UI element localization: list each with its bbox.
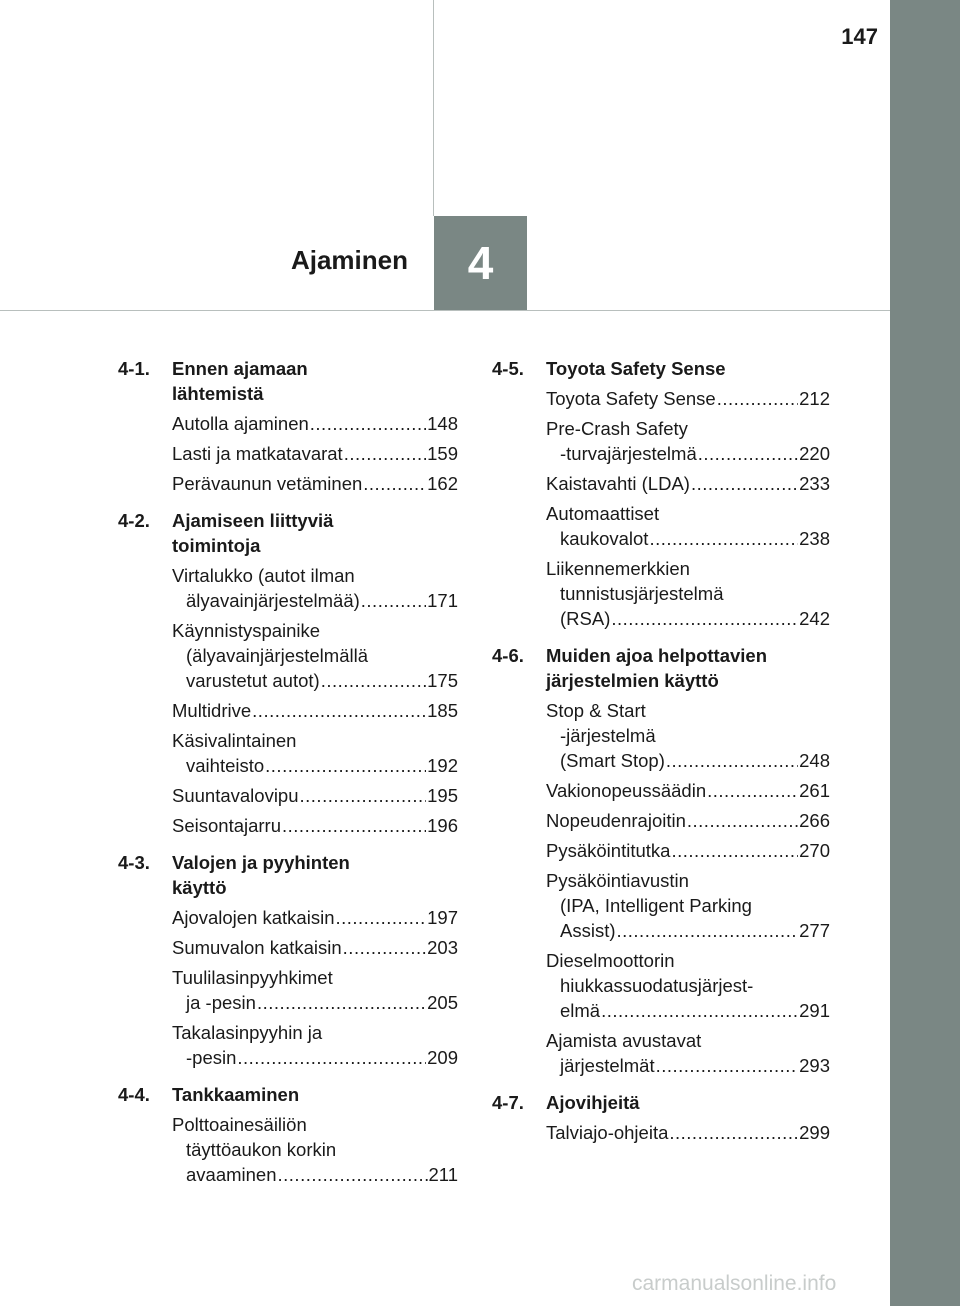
- entry-text-line: Lasti ja matkatavarat: [172, 443, 343, 464]
- entry-page-number: 299: [799, 1122, 830, 1143]
- section-title-line: käyttö: [172, 877, 227, 898]
- section-number: 4-1.: [118, 358, 150, 379]
- entry-page-number: 195: [427, 785, 458, 806]
- entry-text-line: -järjestelmä: [560, 725, 656, 746]
- entry-page-number: 212: [799, 388, 830, 409]
- dot-leader: [669, 1120, 798, 1145]
- chapter-side-tab: [890, 0, 960, 1306]
- dot-leader: [344, 441, 426, 466]
- dot-leader: [601, 998, 798, 1023]
- section-title-line: järjestelmien käyttö: [546, 670, 719, 691]
- entry-last-line: [546, 998, 830, 1023]
- entry-page-number: 233: [799, 473, 830, 494]
- chapter-title: Ajaminen: [290, 245, 408, 275]
- dot-leader: [335, 905, 426, 930]
- entry-text-line: avaaminen: [186, 1164, 277, 1185]
- entry-text-line: (Smart Stop): [560, 750, 665, 771]
- entry-text-line: Vakionopeussäädin: [546, 780, 707, 801]
- entry-page-number: 203: [427, 937, 458, 958]
- entry-text-line: Stop & Start: [546, 700, 646, 721]
- dot-leader: [252, 698, 426, 723]
- entry-last-line: [546, 808, 830, 833]
- entry-page-number: 293: [799, 1055, 830, 1076]
- entry-text-line: Autolla ajaminen: [172, 413, 309, 434]
- toc-section: [118, 1082, 458, 1187]
- entry-last-line: [546, 526, 830, 551]
- dot-leader: [257, 990, 426, 1015]
- entry-page-number: 270: [799, 840, 830, 861]
- entry-text-line: Kaistavahti (LDA): [546, 473, 690, 494]
- toc-section: [118, 356, 458, 496]
- section-heading: [492, 643, 830, 693]
- section-title-line: Ajamiseen liittyviä: [172, 510, 334, 531]
- entry-text-line: Pre-Crash Safety: [546, 418, 688, 439]
- dot-leader: [363, 471, 426, 496]
- section-title: [172, 1082, 458, 1107]
- toc-entry[interactable]: [172, 471, 458, 496]
- entry-last-line: [172, 441, 458, 466]
- entry-text-line: Ajamista avustavat: [546, 1030, 702, 1051]
- entry-text-line: Multidrive: [172, 700, 252, 721]
- entry-text-line: Virtalukko (autot ilman: [172, 565, 355, 586]
- entry-page-number: 162: [427, 473, 458, 494]
- toc-entry[interactable]: [172, 441, 458, 466]
- toc-column-right: [492, 356, 830, 1157]
- section-heading: [118, 508, 458, 558]
- entry-last-line: [546, 386, 830, 411]
- entry-page-number: 211: [428, 1164, 458, 1185]
- section-title: [172, 508, 458, 558]
- entry-text-line: Toyota Safety Sense: [546, 388, 716, 409]
- section-title-line: Muiden ajoa helpottavien: [546, 645, 767, 666]
- toc-entry[interactable]: [546, 471, 830, 496]
- entry-last-line: [172, 1045, 458, 1070]
- toc-entry[interactable]: [172, 698, 458, 723]
- entry-last-line: [172, 1162, 458, 1187]
- section-title-line: Tankkaaminen: [172, 1084, 300, 1105]
- section-title-line: Ennen ajamaan: [172, 358, 308, 379]
- entry-text-line: (RSA): [560, 608, 611, 629]
- entry-last-line: [172, 813, 458, 838]
- entry-text-line: Assist): [560, 920, 616, 941]
- chapter-number-box: [434, 216, 527, 310]
- entry-last-line: [546, 1053, 830, 1078]
- entry-last-line: [172, 905, 458, 930]
- dot-leader: [321, 668, 426, 693]
- entry-text-line: Seisontajarru: [172, 815, 282, 836]
- entry-page-number: 209: [427, 1047, 458, 1068]
- entry-page-number: 159: [427, 443, 458, 464]
- toc-entry[interactable]: [172, 783, 458, 808]
- entry-page-number: 266: [799, 810, 830, 831]
- entry-text-line: Käynnistyspainike: [172, 620, 321, 641]
- toc-entry[interactable]: [546, 386, 830, 411]
- entry-page-number: 261: [799, 780, 830, 801]
- dot-leader: [649, 526, 798, 551]
- section-title: [546, 643, 830, 693]
- entry-text-line: Liikennemerkkien: [546, 558, 690, 579]
- entry-text-line: varustetut autot): [186, 670, 320, 691]
- section-title-line: toimintoja: [172, 535, 261, 556]
- dot-leader: [687, 808, 798, 833]
- entry-page-number: 242: [799, 608, 830, 629]
- entry-page-number: 220: [799, 443, 830, 464]
- entry-text-line: (IPA, Intelligent Parking: [560, 895, 752, 916]
- entry-text-line: Tuulilasinpyyhkimet: [172, 967, 333, 988]
- section-heading: [492, 356, 830, 381]
- dot-leader: [300, 783, 427, 808]
- toc-entry[interactable]: [546, 1028, 830, 1078]
- entry-text-line: Nopeudenrajoitin: [546, 810, 686, 831]
- entry-last-line: [546, 918, 830, 943]
- entry-text-line: -turvajärjestelmä: [560, 443, 697, 464]
- section-title: [546, 1090, 830, 1115]
- entry-text-line: järjestelmät: [560, 1055, 655, 1076]
- dot-leader: [691, 471, 798, 496]
- section-title-line: Ajovihjeitä: [546, 1092, 640, 1113]
- entry-text-line: Pysäköintiavustin: [546, 870, 689, 891]
- chapter-number: 4: [467, 237, 494, 289]
- dot-leader: [671, 838, 798, 863]
- entry-text-line: älyavainjärjestelmää): [186, 590, 360, 611]
- dot-leader: [310, 411, 426, 436]
- entry-last-line: [172, 668, 458, 693]
- entry-last-line: [546, 471, 830, 496]
- dot-leader: [237, 1045, 426, 1070]
- toc-entry[interactable]: [172, 935, 458, 960]
- toc-entry[interactable]: [172, 905, 458, 930]
- entry-page-number: 148: [427, 413, 458, 434]
- section-title-line: Toyota Safety Sense: [546, 358, 726, 379]
- toc-section: [492, 643, 830, 1078]
- entry-page-number: 248: [799, 750, 830, 771]
- toc-section: [492, 356, 830, 631]
- entry-text-line: Suuntavalovipu: [172, 785, 299, 806]
- dot-leader: [265, 753, 426, 778]
- entry-page-number: 196: [427, 815, 458, 836]
- entry-text-line: Ajovalojen katkaisin: [172, 907, 335, 928]
- dot-leader: [617, 918, 799, 943]
- dot-leader: [361, 588, 426, 613]
- header-divider-vertical: [433, 0, 434, 216]
- entry-text-line: Perävaunun vetäminen: [172, 473, 363, 494]
- entry-text-line: elmä: [560, 1000, 601, 1021]
- entry-last-line: [172, 411, 458, 436]
- dot-leader: [656, 1053, 799, 1078]
- entry-text-line: Dieselmoottorin: [546, 950, 675, 971]
- dot-leader: [666, 748, 798, 773]
- entry-text-line: ja -pesin: [186, 992, 256, 1013]
- entry-last-line: [546, 778, 830, 803]
- dot-leader: [343, 935, 426, 960]
- dot-leader: [282, 813, 426, 838]
- entry-text-line: Polttoainesäiliön: [172, 1114, 307, 1135]
- entry-text-line: -pesin: [186, 1047, 237, 1068]
- header-divider-horizontal: [0, 310, 890, 311]
- toc-section: [492, 1090, 830, 1145]
- section-number: 4-6.: [492, 645, 524, 666]
- entry-page-number: 171: [427, 590, 458, 611]
- entry-last-line: [172, 588, 458, 613]
- toc-section: [118, 850, 458, 1070]
- entry-text-line: kaukovalot: [560, 528, 649, 549]
- entry-text-line: Sumuvalon katkaisin: [172, 937, 342, 958]
- entry-text-line: Käsivalintainen: [172, 730, 297, 751]
- toc-entry[interactable]: [172, 411, 458, 436]
- section-number: 4-3.: [118, 852, 150, 873]
- entry-page-number: 192: [427, 755, 458, 776]
- dot-leader: [278, 1162, 428, 1187]
- section-heading: [118, 850, 458, 900]
- toc-entry[interactable]: [546, 808, 830, 833]
- section-title: [172, 850, 458, 900]
- entry-last-line: [172, 698, 458, 723]
- entry-page-number: 175: [427, 670, 458, 691]
- entry-last-line: [172, 471, 458, 496]
- section-title-line: Valojen ja pyyhinten: [172, 852, 350, 873]
- entry-page-number: 291: [799, 1000, 830, 1021]
- entry-text-line: Pysäköintitutka: [546, 840, 671, 861]
- toc-entry[interactable]: [172, 563, 458, 613]
- section-number: 4-2.: [118, 510, 150, 531]
- entry-text-line: hiukkassuodatusjärjest-: [560, 975, 754, 996]
- entry-text-line: tunnistusjärjestelmä: [560, 583, 724, 604]
- entry-text-line: Talviajo-ohjeita: [546, 1122, 669, 1143]
- toc-entry[interactable]: [546, 778, 830, 803]
- entry-last-line: [172, 783, 458, 808]
- entry-last-line: [172, 935, 458, 960]
- entry-last-line: [546, 606, 830, 631]
- entry-last-line: [546, 838, 830, 863]
- watermark: carmanualsonline.info: [632, 1272, 837, 1295]
- entry-page-number: 185: [427, 700, 458, 721]
- toc-entry[interactable]: [546, 416, 830, 466]
- section-title: [172, 356, 458, 406]
- entry-last-line: [546, 748, 830, 773]
- toc-entry[interactable]: [546, 868, 830, 943]
- dot-leader: [717, 386, 798, 411]
- entry-text-line: (älyavainjärjestelmällä: [186, 645, 368, 666]
- toc-entry[interactable]: [172, 965, 458, 1015]
- page-number: 147: [841, 24, 878, 49]
- entry-text-line: täyttöaukon korkin: [186, 1139, 337, 1160]
- entry-page-number: 205: [427, 992, 458, 1013]
- toc-section: [118, 508, 458, 838]
- entry-last-line: [172, 990, 458, 1015]
- dot-leader: [707, 778, 798, 803]
- section-heading: [118, 1082, 458, 1107]
- toc-entry[interactable]: [546, 1120, 830, 1145]
- toc-entry[interactable]: [172, 1112, 458, 1187]
- toc-entry[interactable]: [546, 556, 830, 631]
- entry-last-line: [172, 753, 458, 778]
- section-number: 4-5.: [492, 358, 524, 379]
- entry-page-number: 238: [799, 528, 830, 549]
- toc-entry[interactable]: [546, 698, 830, 773]
- entry-text-line: Automaattiset: [546, 503, 660, 524]
- toc-entry[interactable]: [546, 948, 830, 1023]
- entry-page-number: 197: [427, 907, 458, 928]
- entry-text-line: Takalasinpyyhin ja: [172, 1022, 323, 1043]
- section-title: [546, 356, 830, 381]
- entry-page-number: 277: [799, 920, 830, 941]
- toc-entry[interactable]: [172, 618, 458, 693]
- dot-leader: [611, 606, 798, 631]
- entry-text-line: vaihteisto: [186, 755, 265, 776]
- entry-last-line: [546, 441, 830, 466]
- section-heading: [492, 1090, 830, 1115]
- toc-entry[interactable]: [172, 1020, 458, 1070]
- section-heading: [118, 356, 458, 406]
- section-title-line: lähtemistä: [172, 383, 264, 404]
- entry-last-line: [546, 1120, 830, 1145]
- dot-leader: [698, 441, 798, 466]
- toc-entry[interactable]: [172, 813, 458, 838]
- section-number: 4-4.: [118, 1084, 150, 1105]
- toc-entry[interactable]: [172, 728, 458, 778]
- toc-column-left: [118, 356, 458, 1199]
- toc-entry[interactable]: [546, 838, 830, 863]
- section-number: 4-7.: [492, 1092, 524, 1113]
- toc-entry[interactable]: [546, 501, 830, 551]
